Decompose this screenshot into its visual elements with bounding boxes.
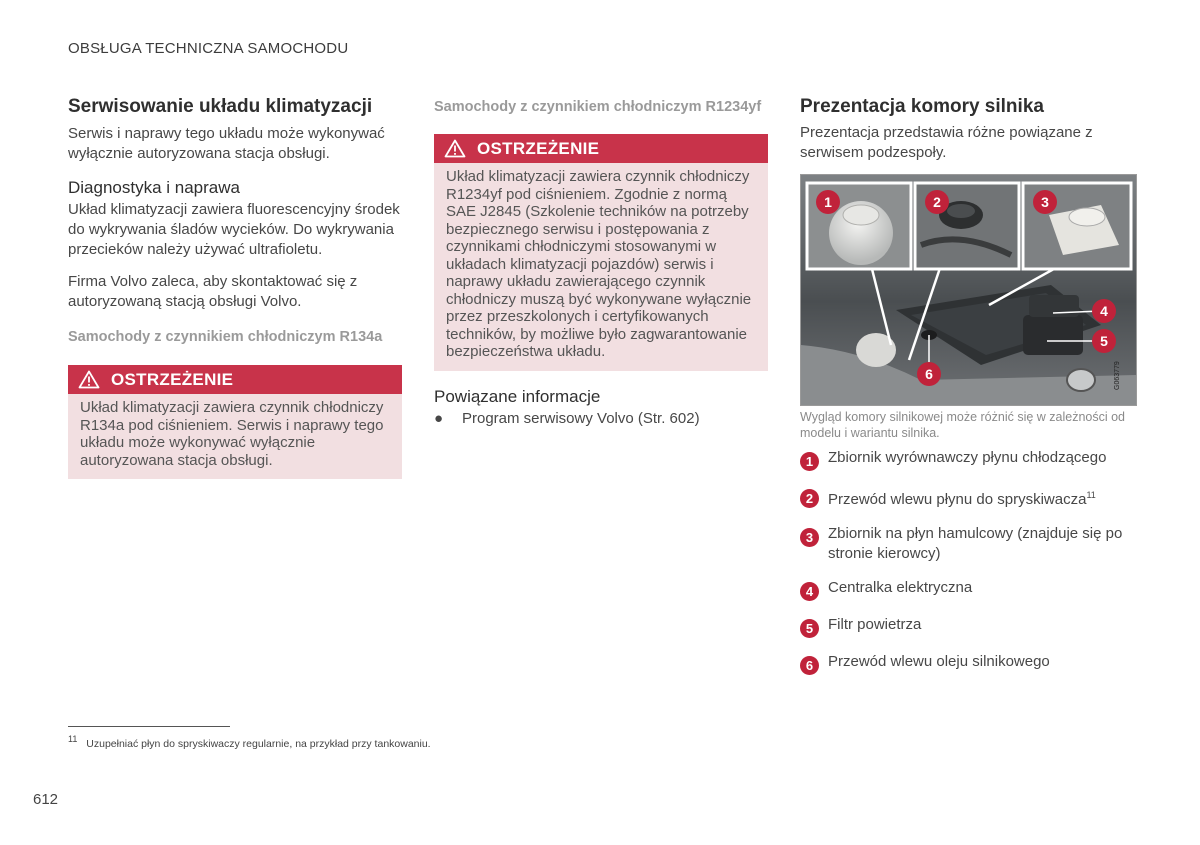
warning-text: Układ klimatyzacji zawiera czynnik chłodniczy R134a pod ciśnieniem. Serwis i naprawy tego układu może wykonywać wyłącznie autoryzowana stacja obsługi. [80,399,384,469]
list-item [800,615,1136,638]
number-badge: 5 [800,619,819,638]
callout-3: 3 [1041,194,1049,210]
subheading-r134a: Samochody z czynnikiem chłodniczym R134a [68,329,383,345]
footnote-divider [68,726,230,727]
number-badge: 6 [800,656,819,675]
number-badge: 3 [800,528,819,547]
running-header: OBSŁUGA TECHNICZNA SAMOCHODU [68,40,349,57]
number-badge: 1 [800,452,819,471]
footnote-number: 11 [68,734,78,744]
diagnostics-paragraph-1: Układ klimatyzacji zawiera fluorescencyjny środek do wykrywania śladów wycieków. Do wykrywania przecieków należy używać ultrafioletu. [68,201,400,258]
bullet-icon: ● [434,409,444,427]
column-right [800,96,1136,163]
number-badge: 4 [800,582,819,601]
callout-1: 1 [824,194,832,210]
list-item-text: Filtr powietrza [828,616,922,633]
warning-triangle-icon [444,139,466,158]
list-item-text [828,485,1096,510]
list-item [800,652,1136,675]
list-item-text: Przewód wlewu oleju silnikowego [828,653,1050,670]
list-item-text: Zbiornik na płyn hamulcowy (znajduje się po stronie kierowcy) [828,525,1123,562]
photo-code: G063779 [1114,361,1121,390]
footnote [68,734,431,750]
column-left [68,96,402,479]
warning-title: OSTRZEŻENIE [477,138,600,158]
section-title-ac-service: Serwisowanie układu klimatyzacji [68,96,373,117]
warning-box-r134a [68,365,402,479]
related-info-title: Powiązane informacje [434,386,601,406]
list-item-text: Zbiornik wyrównawczy płynu chłodzącego [828,449,1107,466]
list-item [800,578,1136,601]
subheading-r1234yf: Samochody z czynnikiem chłodniczym R1234yf [434,99,762,115]
list-item [800,524,1136,564]
diagnostics-title: Diagnostyka i naprawa [68,178,240,197]
callout-2: 2 [933,194,941,210]
list-item [800,448,1136,471]
callout-4: 4 [1100,303,1108,319]
warning-header [68,365,402,394]
callout-6: 6 [925,366,933,382]
warning-triangle-icon [78,370,100,389]
related-info-item[interactable] [434,409,768,429]
related-info-link[interactable]: Program serwisowy Volvo (Str. 602) [462,409,700,427]
diagnostics-paragraph-2: Firma Volvo zaleca, aby skontaktować się z autoryzowaną stacją obsługi Volvo. [68,273,358,310]
page-number: 612 [33,791,59,808]
callout-5: 5 [1100,333,1108,349]
warning-box-r1234yf [434,134,768,371]
warning-header [434,134,768,163]
engine-bay-photo [800,174,1137,406]
section-title-engine-bay: Prezentacja komory silnika [800,96,1044,117]
number-badge: 2 [800,489,819,508]
engine-bay-intro: Prezentacja przedstawia różne powiązane z serwisem podzespoły. [800,124,1093,161]
warning-text: Układ klimatyzacji zawiera czynnik chłodniczy R1234yf pod ciśnieniem. Zgodnie z normą SAE J2845 (Szkolenie techników na potrzeby bezpiecznego serwisu i postępowania z czynnikami chłodniczymi stosowanymi w układach klimatyzacji pojazdów) serwis i naprawy układu zawierającego czynnik chłodniczy muszą być wykonywane wyłącznie przez przeszkolonych i certyfikowanych techników, by możliwe było zagwarantowanie bezpieczeństwa układu. [446,168,752,360]
column-middle [434,96,768,429]
photo-caption: Wygląd komory silnikowej może różnić się w zależności od modelu i wariantu silnika. [800,410,1126,440]
engine-bay-illustration [801,175,1136,405]
footnote-ref[interactable]: 11 [1086,490,1096,500]
list-item-label: Przewód wlewu płynu do spryskiwacza [828,491,1087,508]
footnote-text: Uzupełniać płyn do spryskiwaczy regularnie, na przykład przy tankowaniu. [86,737,431,750]
warning-title: OSTRZEŻENIE [111,369,234,389]
component-list [800,448,1136,675]
ac-service-intro: Serwis i naprawy tego układu może wykonywać wyłącznie autoryzowana stacja obsługi. [68,125,385,162]
list-item [800,485,1136,510]
list-item-text: Centralka elektryczna [828,579,973,596]
